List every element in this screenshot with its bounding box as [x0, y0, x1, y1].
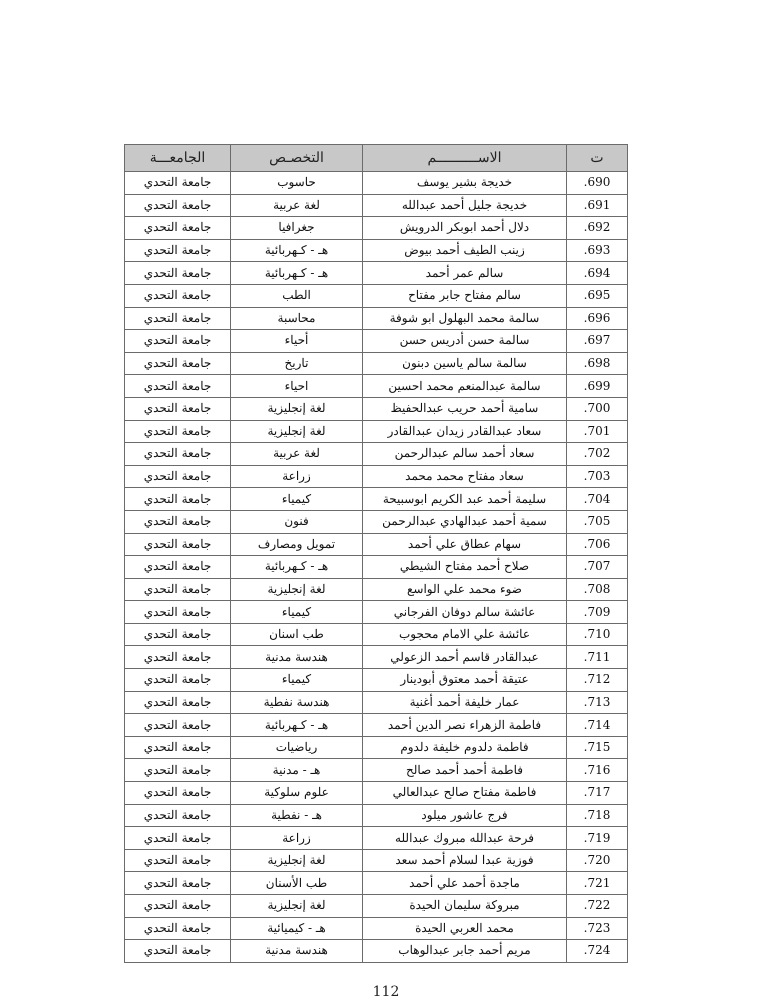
table-row: [125, 940, 628, 963]
cell-specialty: هـ - كـهربائية: [231, 556, 363, 579]
cell-name: ضوء محمد علي الواسع: [363, 578, 567, 601]
cell-name: ماجدة أحمد علي أحمد: [363, 872, 567, 895]
cell-specialty: هندسة مدنية: [231, 940, 363, 963]
cell-university: جامعة التحدي: [125, 714, 231, 737]
table-header: [125, 145, 628, 172]
cell-specialty: لغة إنجليزية: [231, 420, 363, 443]
cell-number: .693: [567, 239, 628, 262]
table-row: [125, 420, 628, 443]
cell-name: سليمة أحمد عبد الكريم ابوسبيحة: [363, 488, 567, 511]
cell-number: .699: [567, 375, 628, 398]
cell-number: .697: [567, 330, 628, 353]
cell-specialty: جغرافيا: [231, 217, 363, 240]
cell-university: جامعة التحدي: [125, 330, 231, 353]
table-row: [125, 578, 628, 601]
cell-name: مريم أحمد جابر عبدالوهاب: [363, 940, 567, 963]
cell-name: محمد العربي الحيدة: [363, 917, 567, 940]
table-row: [125, 917, 628, 940]
cell-number: .719: [567, 827, 628, 850]
cell-name: سالم عمر أحمد: [363, 262, 567, 285]
cell-name: خديجة جليل أحمد عبدالله: [363, 194, 567, 217]
cell-number: .722: [567, 895, 628, 918]
cell-specialty: هـ - كـهربائية: [231, 239, 363, 262]
cell-number: .714: [567, 714, 628, 737]
table-row: [125, 510, 628, 533]
table-row: [125, 714, 628, 737]
table-row: [125, 736, 628, 759]
cell-name: زينب الطيف أحمد بيوض: [363, 239, 567, 262]
cell-university: جامعة التحدي: [125, 804, 231, 827]
cell-number: .724: [567, 940, 628, 963]
cell-university: جامعة التحدي: [125, 397, 231, 420]
cell-specialty: لغة إنجليزية: [231, 849, 363, 872]
cell-number: .718: [567, 804, 628, 827]
table-row: [125, 397, 628, 420]
cell-name: فوزية عبدا لسلام أحمد سعد: [363, 849, 567, 872]
cell-name: سالمة حسن أدريس حسن: [363, 330, 567, 353]
cell-specialty: علوم سلوكية: [231, 782, 363, 805]
cell-university: جامعة التحدي: [125, 940, 231, 963]
table-row: [125, 217, 628, 240]
cell-name: عائشة علي الامام محجوب: [363, 623, 567, 646]
cell-university: جامعة التحدي: [125, 623, 231, 646]
cell-number: .708: [567, 578, 628, 601]
cell-specialty: زراعة: [231, 827, 363, 850]
cell-name: فرج عاشور ميلود: [363, 804, 567, 827]
table-row: [125, 330, 628, 353]
cell-number: .706: [567, 533, 628, 556]
table-row: [125, 194, 628, 217]
cell-university: جامعة التحدي: [125, 510, 231, 533]
cell-specialty: فنون: [231, 510, 363, 533]
cell-number: .716: [567, 759, 628, 782]
cell-university: جامعة التحدي: [125, 827, 231, 850]
cell-specialty: رياضيات: [231, 736, 363, 759]
cell-name: عائشة سالم دوفان الفرجاني: [363, 601, 567, 624]
table-row: [125, 646, 628, 669]
cell-number: .692: [567, 217, 628, 240]
cell-name: صلاح أحمد مفتاح الشيطي: [363, 556, 567, 579]
table-row: [125, 601, 628, 624]
cell-university: جامعة التحدي: [125, 239, 231, 262]
cell-specialty: أحياء: [231, 330, 363, 353]
cell-number: .700: [567, 397, 628, 420]
cell-number: .720: [567, 849, 628, 872]
cell-number: .717: [567, 782, 628, 805]
cell-specialty: تاريخ: [231, 352, 363, 375]
cell-number: .691: [567, 194, 628, 217]
cell-name: سالمة محمد البهلول ابو شوفة: [363, 307, 567, 330]
table-row: [125, 172, 628, 195]
cell-number: .723: [567, 917, 628, 940]
cell-university: جامعة التحدي: [125, 578, 231, 601]
cell-specialty: هندسة نفطية: [231, 691, 363, 714]
cell-university: جامعة التحدي: [125, 488, 231, 511]
header-specialty: التخصـص: [231, 145, 363, 172]
cell-specialty: زراعة: [231, 465, 363, 488]
cell-number: .721: [567, 872, 628, 895]
cell-university: جامعة التحدي: [125, 217, 231, 240]
cell-university: جامعة التحدي: [125, 601, 231, 624]
table-row: [125, 759, 628, 782]
cell-name: سالمة عبدالمنعم محمد احسين: [363, 375, 567, 398]
cell-name: سمية أحمد عبدالهادي عبدالرحمن: [363, 510, 567, 533]
table-row: [125, 872, 628, 895]
cell-university: جامعة التحدي: [125, 872, 231, 895]
cell-university: جامعة التحدي: [125, 375, 231, 398]
cell-university: جامعة التحدي: [125, 646, 231, 669]
cell-number: .704: [567, 488, 628, 511]
cell-specialty: هـ - كـهربائية: [231, 714, 363, 737]
table-row: [125, 307, 628, 330]
cell-university: جامعة التحدي: [125, 736, 231, 759]
cell-name: فاطمة مفتاح صالح عبدالعالي: [363, 782, 567, 805]
cell-specialty: كيمياء: [231, 601, 363, 624]
cell-number: .710: [567, 623, 628, 646]
table-row: [125, 895, 628, 918]
cell-number: .703: [567, 465, 628, 488]
cell-specialty: هـ - نفطية: [231, 804, 363, 827]
cell-number: .705: [567, 510, 628, 533]
cell-university: جامعة التحدي: [125, 443, 231, 466]
cell-university: جامعة التحدي: [125, 420, 231, 443]
table-row: [125, 352, 628, 375]
cell-name: فاطمة دلدوم خليفة دلدوم: [363, 736, 567, 759]
page-number: 112: [372, 984, 400, 1000]
table-row: [125, 284, 628, 307]
cell-name: سالمة سالم ياسين دبنون: [363, 352, 567, 375]
cell-name: عبدالقادر قاسم أحمد الزعولي: [363, 646, 567, 669]
cell-name: سعاد أحمد سالم عبدالرحمن: [363, 443, 567, 466]
cell-specialty: لغة إنجليزية: [231, 895, 363, 918]
cell-specialty: لغة عربية: [231, 194, 363, 217]
table-row: [125, 669, 628, 692]
graduates-table: [124, 144, 628, 963]
cell-university: جامعة التحدي: [125, 352, 231, 375]
cell-name: عتيقة أحمد معتوق أبودينار: [363, 669, 567, 692]
cell-name: مبروكة سليمان الحيدة: [363, 895, 567, 918]
cell-number: .702: [567, 443, 628, 466]
cell-university: جامعة التحدي: [125, 691, 231, 714]
cell-name: سعاد عبدالقادر زيدان عبدالقادر: [363, 420, 567, 443]
table-body: [125, 172, 628, 963]
cell-specialty: محاسبة: [231, 307, 363, 330]
header-name: الاســــــــــم: [363, 145, 567, 172]
table-row: [125, 533, 628, 556]
cell-university: جامعة التحدي: [125, 917, 231, 940]
cell-specialty: هـ - كيميائية: [231, 917, 363, 940]
cell-name: خديجة بشير يوسف: [363, 172, 567, 195]
cell-university: جامعة التحدي: [125, 759, 231, 782]
table-row: [125, 443, 628, 466]
header-number: ت: [567, 145, 628, 172]
cell-specialty: لغة عربية: [231, 443, 363, 466]
cell-name: سامية أحمد حريب عبدالحفيظ: [363, 397, 567, 420]
cell-name: عمار خليفة أحمد أغنية: [363, 691, 567, 714]
header-university: الجامعـــة: [125, 145, 231, 172]
cell-specialty: احياء: [231, 375, 363, 398]
table-row: [125, 849, 628, 872]
table-row: [125, 782, 628, 805]
cell-specialty: الطب: [231, 284, 363, 307]
table-row: [125, 488, 628, 511]
cell-specialty: لغة إنجليزية: [231, 397, 363, 420]
cell-number: .694: [567, 262, 628, 285]
cell-specialty: هـ - كـهربائية: [231, 262, 363, 285]
table-row: [125, 623, 628, 646]
cell-university: جامعة التحدي: [125, 194, 231, 217]
cell-specialty: طب الأسنان: [231, 872, 363, 895]
cell-name: دلال أحمد ابوبكر الدرويش: [363, 217, 567, 240]
cell-number: .707: [567, 556, 628, 579]
cell-university: جامعة التحدي: [125, 262, 231, 285]
cell-specialty: هـ - مدنية: [231, 759, 363, 782]
cell-university: جامعة التحدي: [125, 849, 231, 872]
cell-university: جامعة التحدي: [125, 533, 231, 556]
cell-number: .712: [567, 669, 628, 692]
cell-university: جامعة التحدي: [125, 307, 231, 330]
cell-name: سعاد مفتاح محمد محمد: [363, 465, 567, 488]
cell-specialty: لغة إنجليزية: [231, 578, 363, 601]
cell-number: .698: [567, 352, 628, 375]
cell-specialty: كيمياء: [231, 669, 363, 692]
table-row: [125, 262, 628, 285]
cell-number: .695: [567, 284, 628, 307]
table-row: [125, 827, 628, 850]
table-row: [125, 465, 628, 488]
cell-specialty: هندسة مدنية: [231, 646, 363, 669]
cell-university: جامعة التحدي: [125, 895, 231, 918]
cell-number: .690: [567, 172, 628, 195]
cell-number: .711: [567, 646, 628, 669]
cell-number: .701: [567, 420, 628, 443]
table-row: [125, 556, 628, 579]
cell-university: جامعة التحدي: [125, 465, 231, 488]
cell-university: جامعة التحدي: [125, 172, 231, 195]
cell-specialty: تمويل ومصارف: [231, 533, 363, 556]
cell-university: جامعة التحدي: [125, 782, 231, 805]
table-row: [125, 691, 628, 714]
cell-number: .709: [567, 601, 628, 624]
cell-name: سالم مفتاح جابر مفتاح: [363, 284, 567, 307]
cell-number: .696: [567, 307, 628, 330]
cell-name: فاطمة أحمد أحمد صالح: [363, 759, 567, 782]
table-row: [125, 804, 628, 827]
cell-university: جامعة التحدي: [125, 669, 231, 692]
cell-specialty: طب اسنان: [231, 623, 363, 646]
cell-name: فرحة عبدالله مبروك عبدالله: [363, 827, 567, 850]
cell-name: سهام عطاق علي أحمد: [363, 533, 567, 556]
cell-specialty: كيمياء: [231, 488, 363, 511]
cell-number: .715: [567, 736, 628, 759]
cell-university: جامعة التحدي: [125, 556, 231, 579]
cell-name: فاطمة الزهراء نصر الدين أحمد: [363, 714, 567, 737]
cell-number: .713: [567, 691, 628, 714]
table-row: [125, 375, 628, 398]
cell-university: جامعة التحدي: [125, 284, 231, 307]
header-row: [125, 145, 628, 172]
table-row: [125, 239, 628, 262]
cell-specialty: حاسوب: [231, 172, 363, 195]
